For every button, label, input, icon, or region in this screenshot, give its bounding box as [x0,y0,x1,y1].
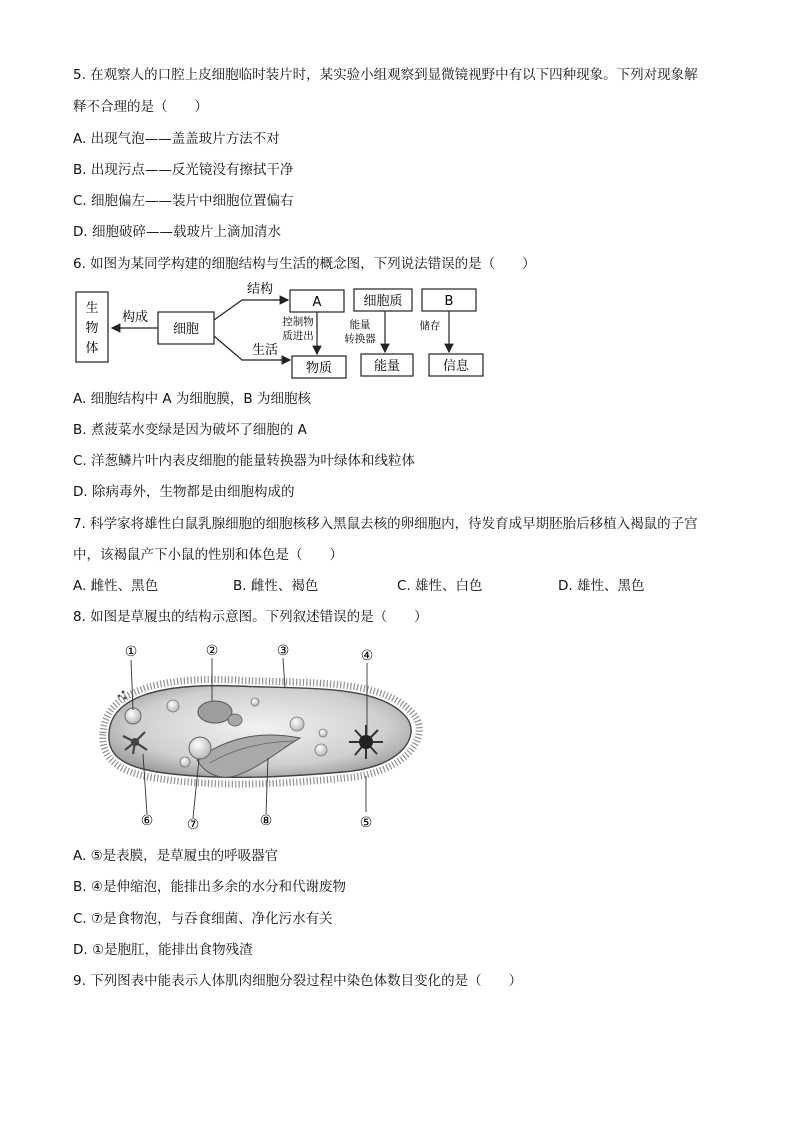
micronucleus [228,714,242,726]
structure-arrow [214,300,288,320]
q7-options-row [73,577,723,595]
label-8: ⑧ [259,813,273,829]
vacuole-small [315,744,327,756]
control-label-1: 控制物 [282,316,314,328]
label-4: ④ [360,648,374,664]
vacuole-small [167,700,179,712]
q7-stem-line1: 7. 科学家将雄性白鼠乳腺细胞的细胞核移入黑鼠去核的卵细胞内，待发育成早期胚胎后移植入褐鼠的子宫 [73,516,698,532]
vacuole-small [290,717,304,731]
q6-option-b: B. 煮菠菜水变绿是因为破坏了细胞的 A [73,422,307,438]
q5-option-d: D. 细胞破碎——载玻片上滴加清水 [73,224,281,240]
label-7: ⑦ [186,817,200,833]
q7-option-b: B. 雌性、褐色 [233,578,319,594]
q6-stem: 6. 如图为某同学构建的细胞结构与生活的概念图，下列说法错误的是（ ） [73,256,536,272]
q6-option-a: A. 细胞结构中 A 为细胞膜，B 为细胞核 [73,391,311,407]
vacuole-small [251,698,259,706]
box-b-label: B [444,294,454,309]
q8-stem: 8. 如图是草履虫的结构示意图。下列叙述错误的是（ ） [73,609,428,625]
label-3: ③ [276,643,290,659]
q6-option-c: C. 洋葱鳞片叶内表皮细胞的能量转换器为叶绿体和线粒体 [73,453,416,469]
paramecium-diagram [85,638,435,836]
label-1: ① [124,644,138,660]
q7-option-d: D. 雄性、黑色 [558,578,645,594]
control-label-2: 质进出 [282,330,314,342]
cell-label: 细胞 [172,322,200,337]
q9-stem: 9. 下列图表中能表示人体肌肉细胞分裂过程中染色体数目变化的是（ ） [73,973,523,989]
q7-option-c: C. 雄性、白色 [397,578,483,594]
composition-label: 构成 [121,310,149,325]
food-vacuole [189,737,211,759]
energy-label: 能量 [373,359,401,374]
label-5: ⑤ [359,815,373,831]
structure-label: 结构 [246,282,274,297]
q5-option-b: B. 出现污点——反光镜没有擦拭干净 [73,162,294,178]
q5-stem-line2: 释不合理的是（ ） [73,99,208,115]
q8-option-a: A. ⑤是表膜，是草履虫的呼吸器官 [73,848,279,864]
q5-option-c: C. 细胞偏左——装片中细胞位置偏右 [73,193,294,209]
matter-label: 物质 [305,361,333,376]
label-2: ② [205,643,219,659]
converter-label-2: 转换器 [344,333,376,345]
q8-option-d: D. ①是胞肛，能排出食物残渣 [73,942,253,958]
q8-option-b: B. ④是伸缩泡，能排出多余的水分和代谢废物 [73,879,346,895]
q7-stem-line2: 中，该褐鼠产下小鼠的性别和体色是（ ） [73,547,343,563]
q7-option-a: A. 雌性、黑色 [73,578,159,594]
q6-option-d: D. 除病毒外，生物都是由细胞构成的 [73,484,295,500]
cell-concept-diagram [60,278,500,384]
box-a-label: A [312,295,322,310]
anal-pore-vacuole [125,708,141,724]
q5-stem-line1: 5. 在观察人的口腔上皮细胞临时装片时，某实验小组观察到显微镜视野中有以下四种现象。下列对现象解 [73,67,698,83]
label-6: ⑥ [140,813,154,829]
organism-char-3: 体 [85,341,99,356]
life-label: 生活 [251,343,279,358]
storage-label: 储存 [419,320,441,332]
cytoplasm-label: 细胞质 [363,294,403,309]
converter-label-1: 能量 [349,319,371,331]
macronucleus [198,701,232,723]
vacuole-small [180,757,190,767]
organism-char-1: 生 [85,301,99,316]
organism-char-2: 物 [85,321,99,336]
info-label: 信息 [442,359,470,374]
q5-option-a: A. 出现气泡——盖盖玻片方法不对 [73,131,280,147]
q8-option-c: C. ⑦是食物泡，与吞食细菌、净化污水有关 [73,911,333,927]
vacuole-small [319,729,327,737]
